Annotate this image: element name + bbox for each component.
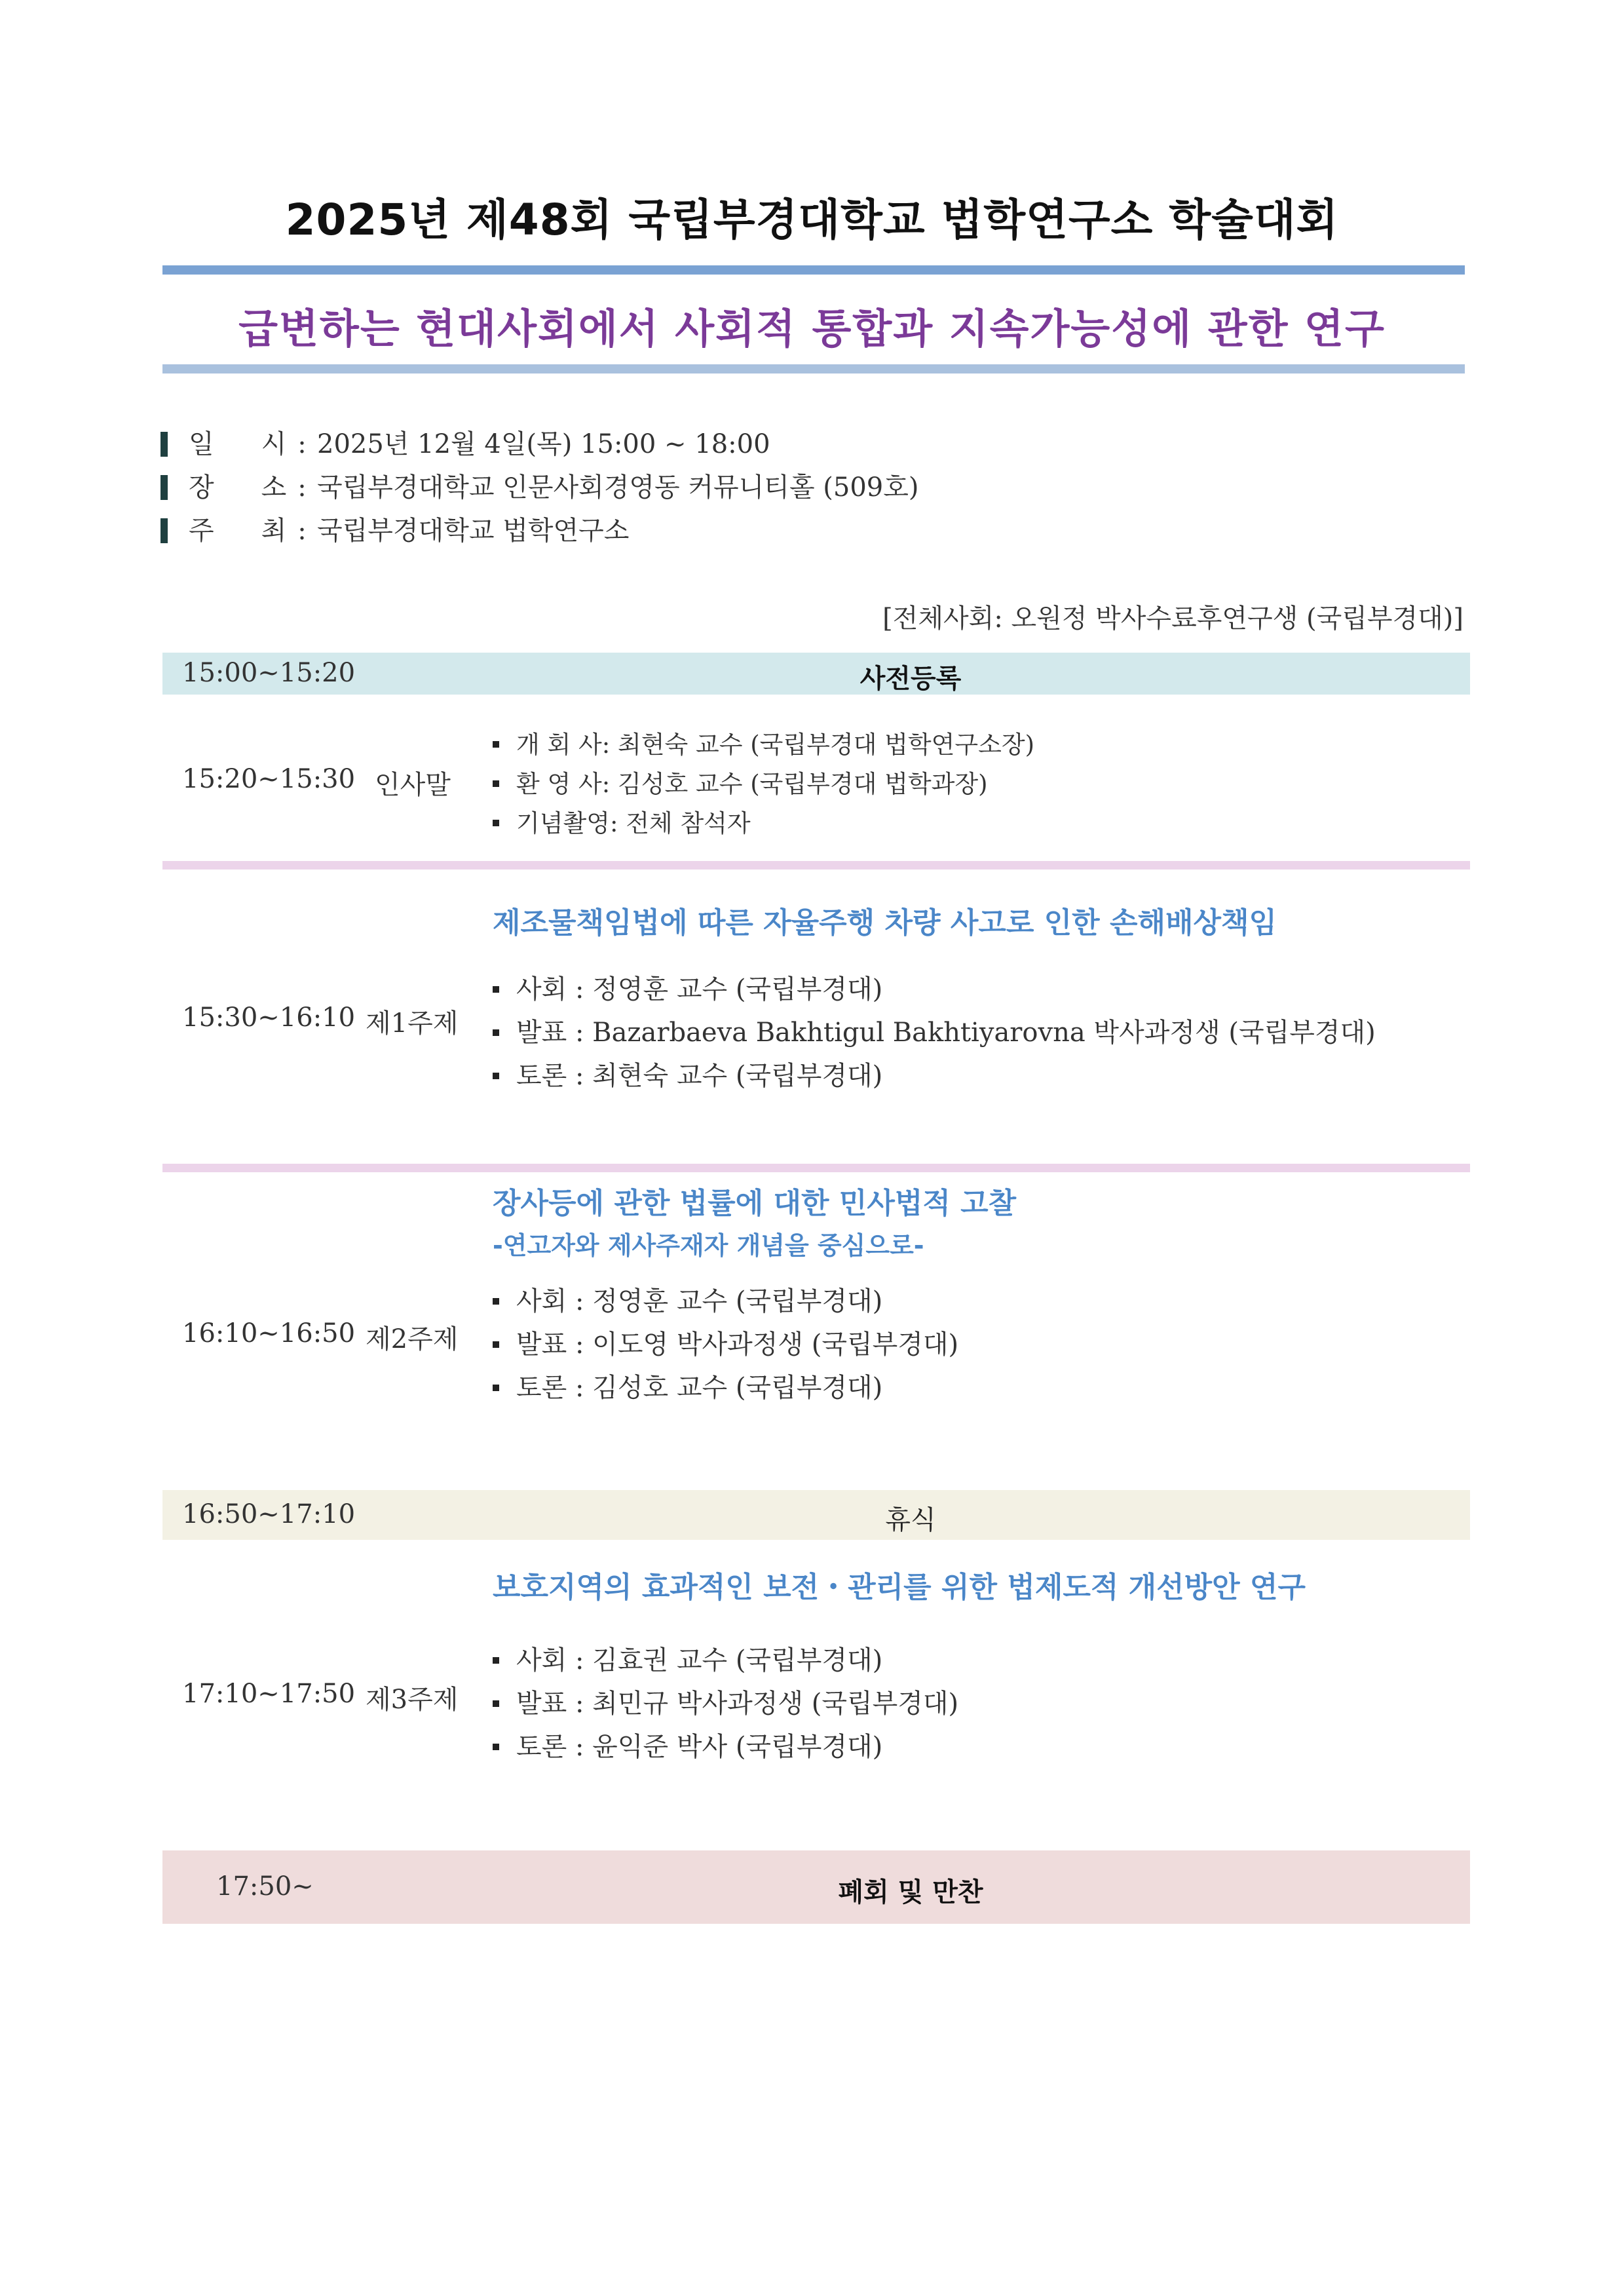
info-separator: : <box>297 429 307 459</box>
section-divider <box>162 861 1470 870</box>
info-key-1: 장 <box>189 472 214 503</box>
session2-item <box>493 1324 958 1361</box>
session1-item <box>493 1012 1376 1049</box>
closing-label: 폐회 및 만찬 <box>838 1877 983 1907</box>
session2-item <box>493 1280 882 1318</box>
bullet-icon <box>493 1385 499 1391</box>
session1-time: 15:30~16:10 <box>182 1003 356 1033</box>
info-value: 2025년 12월 4일(목) 15:00 ~ 18:00 <box>317 429 770 459</box>
bullet-icon <box>493 1744 499 1750</box>
session1-item <box>493 1055 882 1092</box>
session2-item-text: 발표 : 이도영 박사과정생 (국립부경대) <box>516 1330 959 1360</box>
info-venue <box>161 467 919 504</box>
greeting-item <box>493 725 1034 760</box>
bullet-icon <box>493 986 499 993</box>
info-key-1: 주 <box>189 516 214 546</box>
session1-topic: 제조물책임법에 따른 자율주행 차량 사고로 인한 손해배상책임 <box>493 906 1277 940</box>
bullet-icon <box>493 1341 499 1348</box>
bullet-icon <box>493 1657 499 1664</box>
session3-item <box>493 1726 882 1763</box>
page-subtitle: 급변하는 현대사회에서 사회적 통합과 지속가능성에 관한 연구 <box>238 305 1386 353</box>
greeting-item <box>493 764 988 799</box>
greeting-item <box>493 803 751 839</box>
info-date <box>161 423 770 461</box>
info-value: 국립부경대학교 법학연구소 <box>317 516 630 546</box>
bullet-icon <box>493 1700 499 1707</box>
session3-item-text: 토론 : 윤익준 박사 (국립부경대) <box>516 1732 883 1762</box>
registration-label: 사전등록 <box>859 664 962 694</box>
greeting-label: 인사말 <box>375 770 451 800</box>
info-key-2: 시 <box>261 429 287 459</box>
session1-label: 제1주제 <box>366 1008 459 1039</box>
title-divider-bottom <box>162 364 1465 373</box>
greeting-item-text: 개 회 사: 최현숙 교수 (국립부경대 법학연구소장) <box>516 731 1035 759</box>
session1-item <box>493 968 882 1006</box>
session1-item-text: 사회 : 정영훈 교수 (국립부경대) <box>516 974 883 1004</box>
session3-time: 17:10~17:50 <box>182 1679 356 1709</box>
info-key-1: 일 <box>189 429 214 459</box>
bullet-icon <box>493 1298 499 1305</box>
session3-item <box>493 1639 882 1677</box>
session3-item-text: 발표 : 최민규 박사과정생 (국립부경대) <box>516 1689 959 1719</box>
session1-item-text: 토론 : 최현숙 교수 (국립부경대) <box>516 1061 883 1091</box>
info-value: 국립부경대학교 인문사회경영동 커뮤니티홀 (509호) <box>317 472 919 503</box>
greeting-item-text: 환 영 사: 김성호 교수 (국립부경대 법학과장) <box>516 770 988 798</box>
session3-item <box>493 1683 958 1720</box>
registration-time: 15:00~15:20 <box>182 658 356 688</box>
break-time: 16:50~17:10 <box>182 1499 356 1529</box>
break-label: 휴식 <box>885 1505 936 1535</box>
bullet-icon <box>493 780 499 787</box>
session2-item-text: 사회 : 정영훈 교수 (국립부경대) <box>516 1286 883 1316</box>
session3-topic: 보호지역의 효과적인 보전・관리를 위한 법제도적 개선방안 연구 <box>493 1571 1306 1604</box>
session2-item-text: 토론 : 김성호 교수 (국립부경대) <box>516 1373 883 1403</box>
session2-item <box>493 1367 882 1404</box>
info-marker <box>161 518 168 543</box>
session2-topic-subtitle: -연고자와 제사주재자 개념을 중심으로- <box>493 1231 924 1260</box>
section-divider <box>162 1164 1470 1172</box>
session1-item-text: 발표 : Bazarbaeva Bakhtigul Bakhtiyarovna 박사과정생 (국립부경대) <box>516 1018 1376 1048</box>
info-separator: : <box>297 472 307 503</box>
info-separator: : <box>297 516 307 546</box>
closing-time: 17:50~ <box>216 1871 314 1902</box>
session3-item-text: 사회 : 김효권 교수 (국립부경대) <box>516 1645 883 1675</box>
bullet-icon <box>493 1073 499 1079</box>
bullet-icon <box>493 741 499 748</box>
bullet-icon <box>493 820 499 826</box>
info-marker <box>161 475 168 500</box>
session2-time: 16:10~16:50 <box>182 1318 356 1349</box>
info-marker <box>161 432 168 457</box>
greeting-item-text: 기념촬영: 전체 참석자 <box>516 809 751 837</box>
page-title: 2025년 제48회 국립부경대학교 법학연구소 학술대회 <box>285 195 1339 245</box>
session2-topic: 장사등에 관한 법률에 대한 민사법적 고찰 <box>493 1187 1017 1220</box>
session2-label: 제2주제 <box>366 1324 459 1354</box>
info-host <box>161 510 629 547</box>
info-key-2: 소 <box>261 472 287 503</box>
greeting-time: 15:20~15:30 <box>182 764 356 794</box>
bullet-icon <box>493 1029 499 1036</box>
master-of-ceremonies: [전체사회: 오원정 박사수료후연구생 (국립부경대)] <box>882 603 1463 634</box>
title-divider-top <box>162 265 1465 275</box>
info-key-2: 최 <box>261 516 287 546</box>
session3-label: 제3주제 <box>366 1685 459 1715</box>
